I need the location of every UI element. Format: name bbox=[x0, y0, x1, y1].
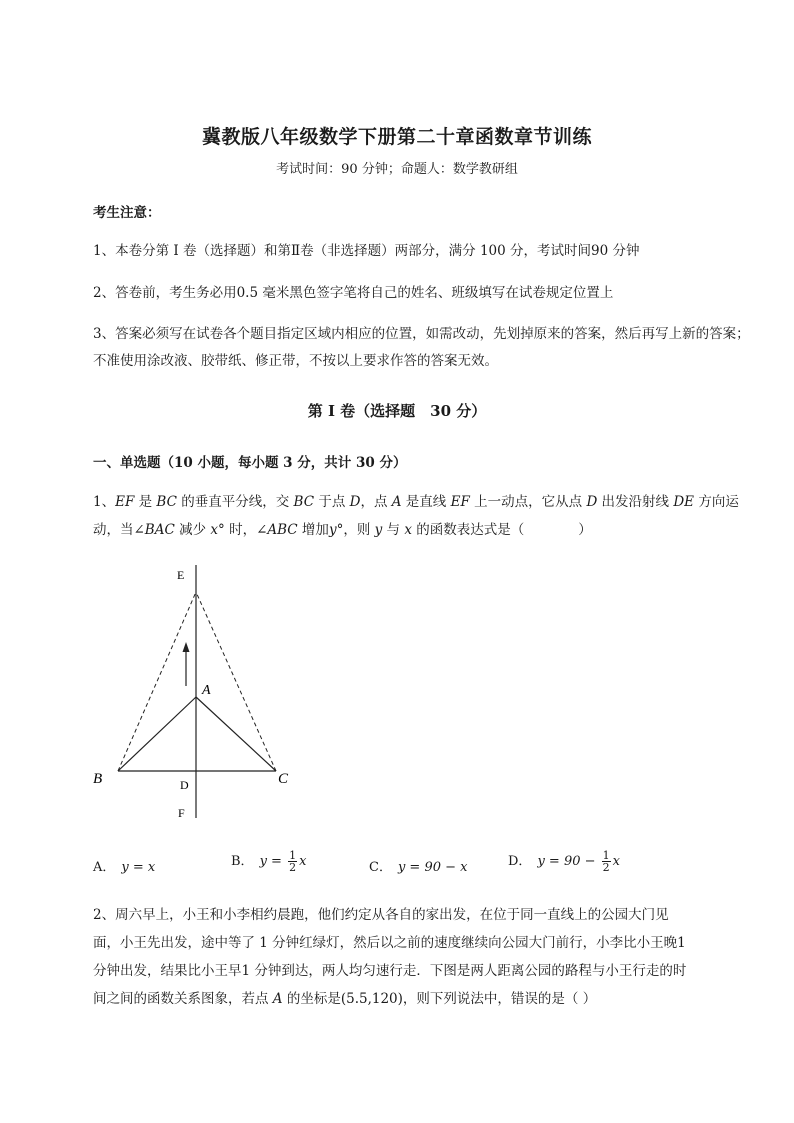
notice-item-2: 2、答卷前，考生务必用0.5 毫米黑色签字笔将自己的姓名、班级填写在试卷规定位置上 bbox=[93, 285, 614, 301]
option-a-expr: y = x bbox=[121, 860, 156, 875]
q1-math: D bbox=[586, 494, 598, 510]
q1-text: 1、 bbox=[93, 494, 116, 510]
notice-item-3: 3、答案必须写在试卷各个题目指定区域内相应的位置，如需改动，先划掉原来的答案，然后再写上新的答案；不准使用涂改液、胶带纸、修正带，不按以上要求作答的答案无效。 bbox=[93, 326, 750, 369]
q1-math: EF bbox=[115, 494, 135, 510]
option-a-label: A． bbox=[93, 860, 116, 875]
notice-item-1: 1、本卷分第 I 卷（选择题）和第Ⅱ卷（非选择题）两部分，满分 100 分，考试时间90 分钟 bbox=[93, 243, 640, 259]
label-a: A bbox=[202, 683, 211, 698]
arrow-head-icon bbox=[183, 642, 190, 652]
q1-math: x° bbox=[210, 522, 225, 538]
q1-text: 方向运 bbox=[694, 494, 739, 510]
label-f: F bbox=[178, 806, 185, 820]
question-2-line-1: 2、周六早上，小王和小李相约晨跑，他们约定从各自的家出发，在位于同一直线上的公园大门见 bbox=[93, 907, 669, 923]
option-c-label: C． bbox=[369, 860, 392, 875]
segment-ca bbox=[196, 697, 276, 771]
option-b-expr: y = bbox=[259, 854, 287, 869]
q1-math: BC bbox=[293, 494, 315, 510]
q1-math: D bbox=[349, 494, 361, 510]
segment-ba bbox=[118, 697, 196, 771]
q1-text: 的垂直平分线，交 bbox=[176, 494, 294, 510]
option-c-expr: y = 90 − x bbox=[397, 860, 468, 875]
q1-text: ，点 bbox=[360, 494, 392, 510]
q1-text: 的函数表达式是（ ） bbox=[411, 522, 592, 538]
q1-text: 减少 bbox=[174, 522, 211, 538]
option-d-expr: x bbox=[612, 854, 620, 869]
notice-heading: 考生注意： bbox=[93, 205, 161, 221]
question-2-line-2: 面，小王先出发，途中等了 1 分钟红绿灯，然后以之前的速度继续向公园大门前行，小李比小王晚1 bbox=[93, 935, 686, 951]
q1-text: 于点 bbox=[314, 494, 350, 510]
triangle-figure bbox=[90, 560, 310, 830]
q1-math: EF bbox=[450, 494, 470, 510]
q1-math: ∠BAC bbox=[133, 522, 175, 538]
q2-text: ，则下列说法中，错误的是（ ） bbox=[402, 991, 597, 1007]
fraction-denominator: 2 bbox=[602, 861, 610, 874]
fraction-numerator: 1 bbox=[602, 849, 610, 862]
q2-text: 间之间的函数关系图象，若点 bbox=[93, 991, 273, 1007]
label-b: B bbox=[93, 771, 103, 787]
option-d[interactable] bbox=[508, 850, 620, 873]
q1-text: 上一动点，它从点 bbox=[469, 494, 587, 510]
q1-text: 与 bbox=[382, 522, 405, 538]
q1-math: y° bbox=[328, 522, 344, 538]
q1-text: 出发沿射线 bbox=[597, 494, 674, 510]
label-e: E bbox=[177, 568, 185, 582]
option-a[interactable] bbox=[93, 856, 155, 875]
part-heading: 一、单选题（10 小题，每小题 3 分，共计 30 分） bbox=[93, 455, 407, 471]
q1-text: 是 bbox=[134, 494, 157, 510]
question-1-line-1 bbox=[93, 488, 753, 516]
exam-info: 考试时间：90 分钟；命题人：数学教研组 bbox=[276, 162, 518, 177]
dashed-be bbox=[118, 592, 196, 771]
q2-coordinate: (5.5,120) bbox=[340, 991, 403, 1007]
question-2-line-3: 分钟出发，结果比小王早1 分钟到达，两人均匀速行走．下图是两人距离公园的路程与小王行走的时 bbox=[93, 963, 687, 979]
q1-math: A bbox=[391, 494, 402, 510]
q1-text: 增加 bbox=[297, 522, 329, 538]
q2-math: A bbox=[272, 991, 283, 1007]
fraction-numerator: 1 bbox=[289, 849, 297, 862]
fraction-denominator: 2 bbox=[289, 861, 297, 874]
q1-math: ∠ABC bbox=[256, 522, 298, 538]
q1-math: DE bbox=[673, 494, 695, 510]
q1-text: ，则 bbox=[343, 522, 375, 538]
question-2-line-4 bbox=[93, 985, 753, 1013]
label-d: D bbox=[180, 778, 189, 792]
option-c[interactable] bbox=[369, 856, 468, 875]
question-1-line-2 bbox=[93, 516, 753, 544]
option-b-expr: x bbox=[299, 854, 307, 869]
page-title: 冀教版八年级数学下册第二十章函数章节训练 bbox=[201, 126, 592, 148]
q1-text: 动，当 bbox=[93, 522, 134, 538]
q1-math: BC bbox=[156, 494, 177, 510]
option-b[interactable] bbox=[231, 850, 306, 873]
q1-text: 是直线 bbox=[401, 494, 451, 510]
option-d-expr: y = 90 − bbox=[537, 854, 600, 869]
option-d-fraction bbox=[602, 850, 611, 873]
section-title: 第 I 卷（选择题 30 分） bbox=[307, 402, 487, 420]
option-d-label: D． bbox=[508, 854, 532, 869]
label-c: C bbox=[278, 771, 289, 787]
option-b-fraction bbox=[288, 850, 297, 873]
q1-math: x bbox=[404, 522, 412, 538]
option-b-label: B． bbox=[231, 854, 254, 869]
q1-text: 时， bbox=[224, 522, 257, 538]
q1-math: y bbox=[374, 522, 383, 538]
q2-text: 的坐标是 bbox=[282, 991, 341, 1007]
dashed-ce bbox=[196, 592, 276, 771]
